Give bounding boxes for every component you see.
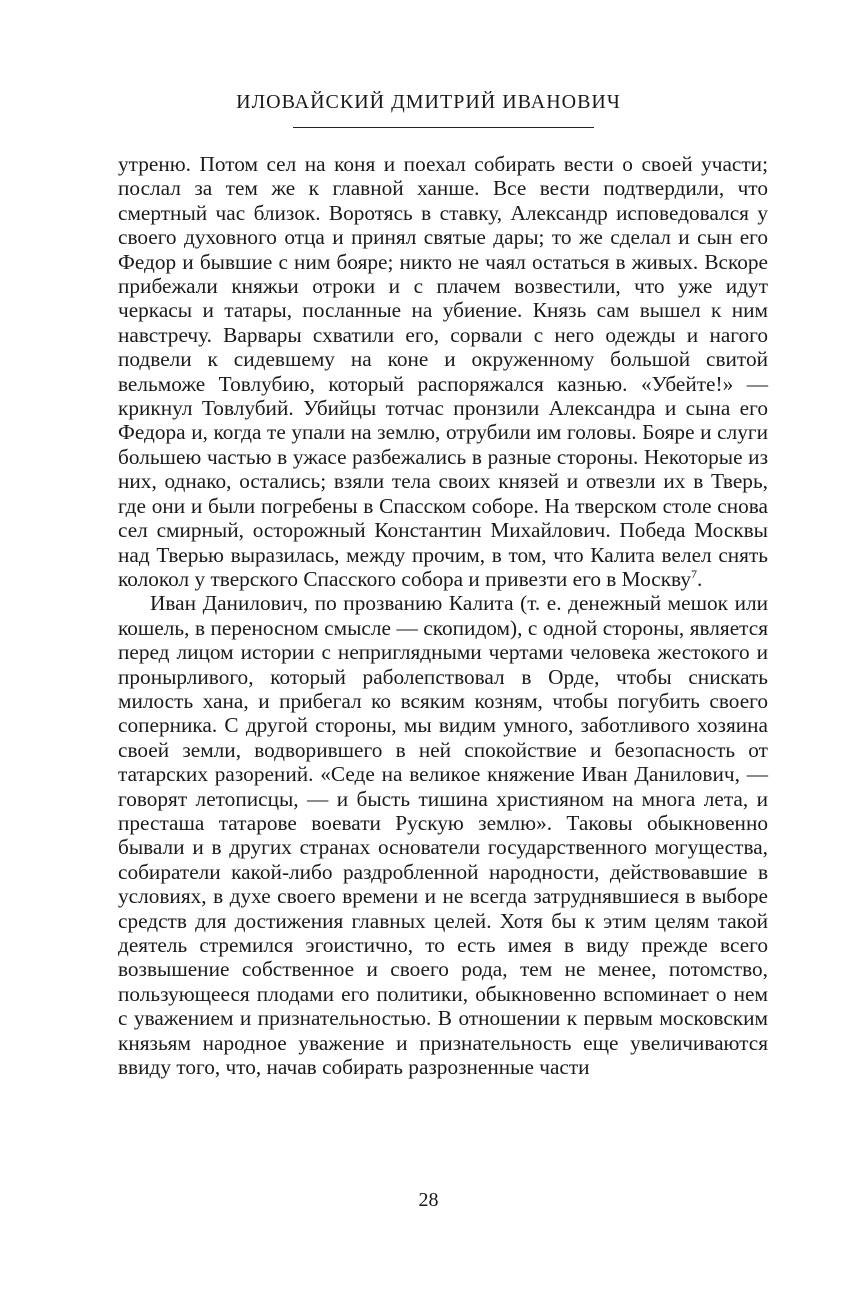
paragraph-1-end: .: [697, 566, 703, 591]
header-rule: [293, 127, 594, 128]
main-text: [118, 152, 768, 1079]
footnote-reference[interactable]: 7: [691, 566, 698, 581]
paragraph-2: Иван Данилович, по прозванию Калита (т. е. денежный мешок или кошель, в переносном смысле — скопидом), с одной стороны, является перед лицом истории с неприглядными чертами человека жестокого и пронырливого, который раболепствовал в Орде, чтобы снискать милость хана, и прибегал ко всяким козням, чтобы погубить своего соперника. С другой стороны, мы видим умного, заботливого хозяина своей земли, водворившего в ней спокойствие и безопасность от татарских разорений. «Седе на великое княжение Иван Данилович, — говорят летописцы, — и бысть тишина християном на многа лета, и престаша татарове воевати Рускую землю». Таковы обыкновенно бывали и в других странах основатели государственного могущества, собиратели какой-либо раздробленной народности, действовавшие в условиях, в духе своего времени и не всегда затруднявшиеся в выборе средств для достижения главных целей. Хотя бы к этим целям такой деятель стремился эгоистично, то есть имея в виду прежде всего возвышение собственное и своего рода, тем не менее, потомство, пользующееся плодами его политики, обыкновенно вспоминает о нем с уважением и признательностью. В отношении к первым московским князьям народное уважение и признательность еще увеличиваются ввиду того, что, начав собирать разрозненные части: [118, 591, 768, 1080]
page-number: 28: [418, 1189, 439, 1211]
paragraph-1-text: утреню. Потом сел на коня и поехал собирать вести о своей участи; послал за тем же к главной ханше. Все вести подтвердили, что смертный час близок. Воротясь в ставку, Александр исповедовался у своего духовного отца и принял святые дары; то же сделал и сын его Федор и бывшие с ним бояре; никто не чаял остаться в живых. Вскоре прибежали княжьи отроки и с плачем возвестили, что уже идут черкасы и татары, посланные на убиение. Князь сам вышел к ним навстречу. Варвары схватили его, сорвали с него одежды и нагого подвели к сидевшему на коне и окруженному большой свитой вельможе Товлубию, который распоряжался казнью. «Убейте!» — крикнул Товлубий. Убийцы тотчас пронзили Александра и сына его Федора и, когда те упали на землю, отрубили им головы. Бояре и слуги большею частью в ужасе разбежались в разные стороны. Некоторые из них, однако, остались; взяли тела своих князей и отвезли их в Тверь, где они и были погребены в Спасском соборе. На тверском столе снова сел смирный, осторожный Константин Михайлович. Победа Москвы над Тверью выразилась, между прочим, в том, что Калита велел снять колокол у тверского Спасского собора и привезти его в Москву: [118, 152, 768, 591]
running-title: ИЛОВАЙСКИЙ ДМИТРИЙ ИВАНОВИЧ: [236, 91, 621, 113]
paragraph-1: [118, 152, 768, 591]
